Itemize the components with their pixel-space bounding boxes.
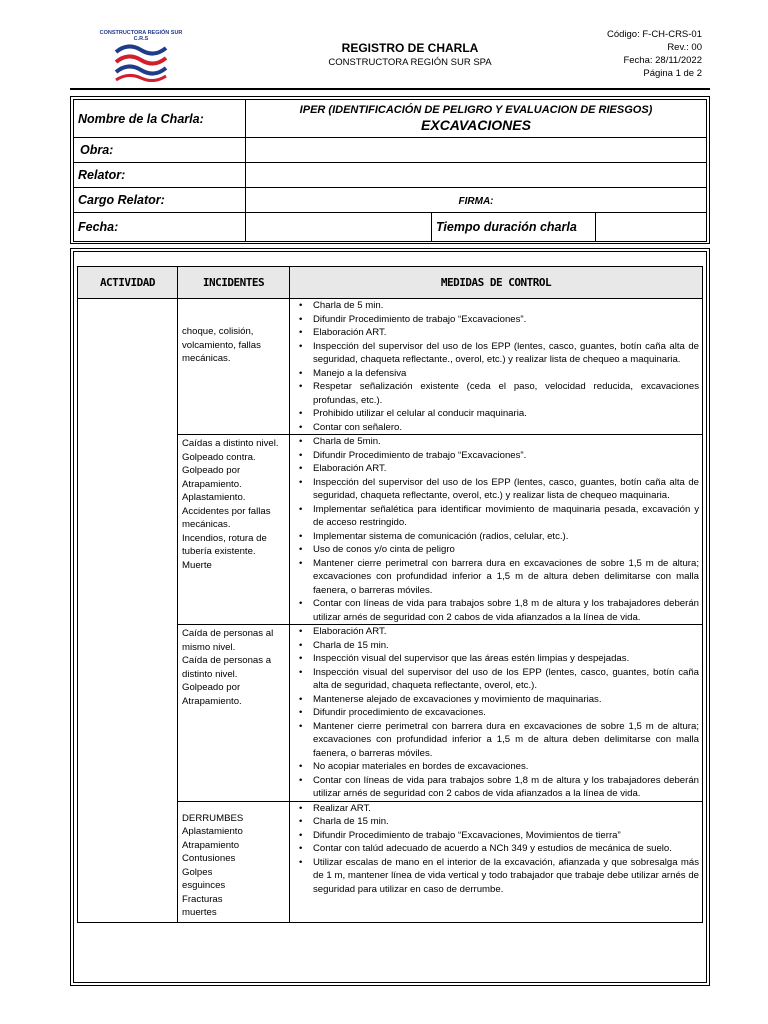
document-metadata [607,28,702,80]
medidas-list [293,625,699,801]
medida-item: • Inspección visual del supervisor que las áreas estén limpias y despejadas. [293,652,699,666]
incidente-item: Aplastamiento. [182,492,246,503]
medida-item: • Inspección visual del supervisor del uso de los EPP (lentes, casco, guantes, botín caña alta de seguridad, chaqueta reflectante, overol, etc.). [293,666,699,693]
medidas-cell [290,299,703,435]
incidente-item: Accidentes por fallas mecánicas. [182,505,271,530]
firma-field[interactable] [246,188,707,213]
column-header-incidentes: INCIDENTES [178,267,290,299]
medida-item: • Implementar sistema de comunicación (radios, celular, etc.). [293,530,699,544]
medidas-cell [290,625,703,802]
medida-item: • Mantener cierre perimetral con barrera dura en excavaciones de sobre 1,5 m de altura; excavaciones con profundidad inferior a 1,5 m de altura deben delimitarse con malla faenera, o barreras móviles. [293,557,699,598]
risk-control-table [77,266,703,923]
medida-item: • Charla de 15 min. [293,815,699,829]
medida-item: • Respetar señalización existente (ceda el paso, velocidad reducida, excavaciones profundas, etc.). [293,380,699,407]
medidas-list [293,435,699,624]
cargo-row [74,188,707,213]
medida-item: • Elaboración ART. [293,326,699,340]
medida-item: • Mantenerse alejado de excavaciones y movimiento de maquinarias. [293,693,699,707]
incidente-item: muertes [182,907,217,918]
table-body [78,299,703,923]
medida-item: • Charla de 5 min. [293,299,699,313]
medida-item: • Implementar señalética para identificar movimiento de maquinaria pesada, excavación y de acceso restringido. [293,503,699,530]
incidente-item: esguinces [182,880,226,891]
incidente-item: Atrapamiento. [182,478,242,490]
incidente-item: Caída de personas a distinto nivel. [182,655,272,680]
document-title: REGISTRO DE CHARLA [341,41,479,55]
medida-item: • Contar con líneas de vida para trabajos sobre 1,8 m de altura y los trabajadores deberán utilizar arnés de seguridad con 2 cabos de vida afianzados a la línea de vida. [293,774,699,801]
document-code: Código: F-CH-CRS-01 [606,29,702,40]
incidente-item: Contusiones [182,853,236,864]
medida-item: • Contar con talúd adecuado de acuerdo a NCh 349 y estudios de mecánica de suelo. [293,842,699,856]
incidente-item: Caídas a distinto nivel. [182,438,279,449]
incidentes-cell [178,801,290,922]
tiempo-duracion-field[interactable] [596,213,707,242]
relator-row [74,163,707,188]
firma-label: FIRMA: [458,196,494,207]
document-title-block [280,40,540,69]
incidente-item: Fracturas [182,893,223,905]
incidente-item: Caída de personas al mismo nivel. [182,628,274,653]
medida-item: • Inspección del supervisor del uso de los EPP (lentes, casco, guantes, botín caña alta de seguridad, chaqueta reflectante, overol, etc.) y realizar lista de chequeo maquinaria. [293,476,699,503]
medida-item: • Elaboración ART. [293,462,699,476]
obra-row [74,138,707,163]
company-logo [92,30,190,86]
incidente-item: Muerte [182,559,212,571]
table-header-row [78,267,703,299]
column-header-actividad: ACTIVIDAD [78,267,178,299]
wave-logo-icon [114,42,168,82]
obra-label: Obra: [74,138,246,163]
medidas-cell [290,801,703,922]
incidente-item: Golpeado por [182,465,241,476]
incidentes-cell [178,435,290,625]
relator-label: Relator: [74,163,246,188]
relator-field[interactable] [246,163,707,188]
medidas-list [293,802,699,897]
logo-acronym: C.R.S [133,36,149,42]
medidas-cell [290,435,703,625]
fecha-field[interactable] [246,213,432,242]
charla-name-value[interactable] [246,100,707,138]
incidente-item: choque, colisión, volcamiento, fallas mecánicas. [182,326,261,364]
medida-item: • Mantener cierre perimetral con barrera dura en excavaciones de sobre 1,5 m de altura; excavaciones con profundidad inferior a 1,5 m de altura deben delimitarse con malla faenera, o barreras móviles. [293,720,699,761]
obra-field[interactable] [246,138,707,163]
medida-item: • Elaboración ART. [293,625,699,639]
incidente-item: Incendios, rotura de tubería existente. [182,532,267,557]
charla-name-line1: IPER (IDENTIFICACIÓN DE PELIGRO Y EVALUACION DE RIESGOS) [299,104,653,116]
company-name: CONSTRUCTORA REGIÓN SUR SPA [328,57,492,68]
charla-info-table [73,99,707,242]
document-date: Fecha: 28/11/2022 [623,55,702,66]
incidente-item: DERRUMBES [182,812,244,824]
medida-item: • Contar con señalero. [293,421,699,435]
document-revision: Rev.: 00 [667,42,702,53]
charla-name-line2: EXCAVACIONES [421,117,531,133]
incidente-item: Atrapamiento. [182,695,242,707]
medida-item: • Utilizar escalas de mano en el interior de la excavación, afianzada y que sobresalga más de 1 m, mantener línea de vida vertical y todo trabajador que trabaje debe utilizar arnés de seguridad para utilizar en caso de derrumbe. [293,856,699,897]
column-header-medidas: MEDIDAS DE CONTROL [290,267,703,299]
charla-name-row [74,100,707,138]
tiempo-duracion-label: Tiempo duración charla [432,213,596,242]
medida-item: • Contar con líneas de vida para trabajos sobre 1,8 m de altura y los trabajadores deberán utilizar arnés de seguridad con 2 cabos de vida afianzados a la línea de vida. [293,597,699,624]
medida-item: • No acopiar materiales en bordes de excavaciones. [293,760,699,774]
medida-item: • Charla de 15 min. [293,639,699,653]
medida-item: • Difundir Procedimiento de trabajo “Excavaciones”. [293,449,699,463]
cargo-relator-label: Cargo Relator: [74,188,246,213]
charla-info-box [70,96,710,244]
incidente-item: Golpes [182,866,213,878]
medida-item: • Difundir Procedimiento de trabajo “Excavaciones, Movimientos de tierra” [293,829,699,843]
incidente-item: Atrapamiento [182,839,240,851]
table-row [78,299,703,435]
medida-item: • Uso de conos y/o cinta de peligro [293,543,699,557]
incidentes-cell [178,625,290,802]
incidente-item: Aplastamiento [182,826,243,837]
incidentes-cell [178,299,290,435]
medida-item: • Charla de 5min. [293,435,699,449]
page-number: Página 1 de 2 [643,68,702,79]
charla-name-label: Nombre de la Charla: [74,100,246,138]
logo-company-name: CONSTRUCTORA REGIÓN SUR [99,30,183,36]
fecha-label: Fecha: [74,213,246,242]
medida-item: • Inspección del supervisor del uso de los EPP (lentes, casco, guantes, botín caña alta de seguridad, chaqueta reflectante., overol, etc.) y realizar lista de chequeo a maquinaria. [293,340,699,367]
medida-item: • Realizar ART. [293,802,699,816]
medida-item: • Difundir Procedimiento de trabajo “Excavaciones”. [293,313,699,327]
medida-item: • Difundir procedimiento de excavaciones. [293,706,699,720]
incidente-item: Golpeado por [182,682,241,693]
incidente-item: Golpeado contra. [182,451,256,463]
fecha-row [74,213,707,242]
risk-control-box [70,248,710,986]
medida-item: • Manejo a la defensiva [293,367,699,381]
medidas-list [293,299,699,434]
header-divider [70,88,710,90]
actividad-cell [78,299,178,923]
medida-item: • Prohibido utilizar el celular al conducir maquinaria. [293,407,699,421]
